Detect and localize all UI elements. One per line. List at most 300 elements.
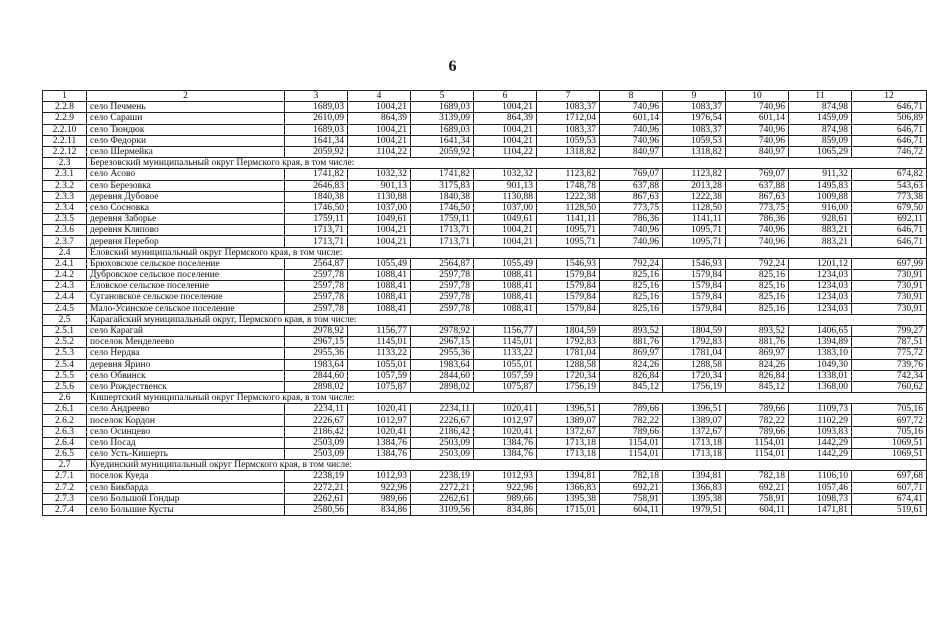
value-cell-col-7: 1720,34 (537, 370, 600, 381)
value-cell-col-4: 1004,21 (348, 225, 411, 236)
value-cell-col-6: 901,13 (474, 180, 537, 191)
value-cell-col-3: 2186,42 (285, 426, 348, 437)
table-row (43, 202, 927, 213)
settlement-name: село Печмень (87, 102, 285, 113)
value-cell-col-10: 740,96 (726, 236, 789, 247)
settlement-name: деревня Перебор (87, 236, 285, 247)
value-cell-col-7: 1395,38 (537, 493, 600, 504)
settlement-name: поселок Куеда (87, 471, 285, 482)
row-code: 2.2.11 (43, 135, 87, 146)
value-cell-col-6: 1384,76 (474, 437, 537, 448)
value-cell-col-12: 773,38 (852, 191, 927, 202)
group-code: 2.5 (43, 314, 87, 325)
column-header-6: 6 (474, 91, 537, 102)
value-cell-col-9: 1222,38 (663, 191, 726, 202)
value-cell-col-3: 2059,92 (285, 146, 348, 157)
row-code: 2.3.3 (43, 191, 87, 202)
settlement-name: село Березовка (87, 180, 285, 191)
value-cell-col-8: 1154,01 (600, 437, 663, 448)
value-cell-col-6: 1384,76 (474, 449, 537, 460)
value-cell-col-4: 1004,21 (348, 236, 411, 247)
value-cell-col-4: 864,39 (348, 113, 411, 124)
value-cell-col-7: 1579,84 (537, 270, 600, 281)
value-cell-col-5: 1840,38 (411, 191, 474, 202)
value-cell-col-3: 2597,78 (285, 303, 348, 314)
value-cell-col-12: 519,61 (852, 504, 927, 515)
value-cell-col-11: 1495,83 (789, 180, 852, 191)
value-cell-col-8: 792,24 (600, 258, 663, 269)
value-cell-col-10: 1154,01 (726, 437, 789, 448)
value-cell-col-6: 1004,21 (474, 124, 537, 135)
value-cell-col-7: 1713,18 (537, 449, 600, 460)
value-cell-col-9: 1713,18 (663, 449, 726, 460)
value-cell-col-4: 1130,88 (348, 191, 411, 202)
value-cell-col-12: 739,76 (852, 359, 927, 370)
value-cell-col-9: 2013,28 (663, 180, 726, 191)
group-title: Березовский муниципальный округ Пермского края, в том числе: (87, 158, 927, 169)
value-cell-col-11: 1201,12 (789, 258, 852, 269)
row-code: 2.7.2 (43, 482, 87, 493)
value-cell-col-6: 1104,22 (474, 146, 537, 157)
settlement-name: село Усть-Кишерть (87, 449, 285, 460)
value-cell-col-11: 1009,88 (789, 191, 852, 202)
row-code: 2.3.7 (43, 236, 87, 247)
group-row (43, 158, 927, 169)
value-cell-col-12: 674,82 (852, 169, 927, 180)
value-cell-col-8: 824,26 (600, 359, 663, 370)
value-cell-col-7: 1095,71 (537, 225, 600, 236)
value-cell-col-4: 1012,93 (348, 471, 411, 482)
value-cell-col-6: 1057,59 (474, 370, 537, 381)
value-cell-col-6: 864,39 (474, 113, 537, 124)
value-cell-col-10: 867,63 (726, 191, 789, 202)
value-cell-col-8: 740,96 (600, 236, 663, 247)
row-code: 2.5.3 (43, 348, 87, 359)
table-row (43, 471, 927, 482)
value-cell-col-11: 1394,89 (789, 337, 852, 348)
value-cell-col-4: 1049,61 (348, 214, 411, 225)
table-row (43, 437, 927, 448)
table-row (43, 113, 927, 124)
value-cell-col-8: 789,66 (600, 426, 663, 437)
value-cell-col-11: 1057,46 (789, 482, 852, 493)
page-number: 6 (448, 58, 457, 75)
value-cell-col-7: 1394,81 (537, 471, 600, 482)
value-cell-col-5: 1983,64 (411, 359, 474, 370)
value-cell-col-4: 1037,00 (348, 202, 411, 213)
value-cell-col-11: 1234,03 (789, 292, 852, 303)
value-cell-col-12: 646,71 (852, 135, 927, 146)
value-cell-col-12: 760,62 (852, 381, 927, 392)
value-cell-col-4: 1032,32 (348, 169, 411, 180)
value-cell-col-12: 697,72 (852, 415, 927, 426)
table-row (43, 381, 927, 392)
value-cell-col-6: 1004,21 (474, 236, 537, 247)
row-code: 2.3.6 (43, 225, 87, 236)
value-cell-col-6: 1012,97 (474, 415, 537, 426)
value-cell-col-5: 2503,09 (411, 449, 474, 460)
value-cell-col-10: 825,16 (726, 292, 789, 303)
value-cell-col-7: 1059,53 (537, 135, 600, 146)
value-cell-col-5: 2597,78 (411, 303, 474, 314)
value-cell-col-11: 1049,30 (789, 359, 852, 370)
value-cell-col-7: 1781,04 (537, 348, 600, 359)
value-cell-col-6: 1088,41 (474, 281, 537, 292)
table-row (43, 370, 927, 381)
value-cell-col-4: 1384,76 (348, 437, 411, 448)
value-cell-col-10: 601,14 (726, 113, 789, 124)
settlement-name: поселок Кордон (87, 415, 285, 426)
value-cell-col-7: 1128,50 (537, 202, 600, 213)
row-code: 2.7.4 (43, 504, 87, 515)
settlement-name: деревня Кляпово (87, 225, 285, 236)
value-cell-col-4: 1020,41 (348, 404, 411, 415)
value-cell-col-4: 1104,22 (348, 146, 411, 157)
value-cell-col-5: 1641,34 (411, 135, 474, 146)
value-cell-col-6: 1037,00 (474, 202, 537, 213)
value-cell-col-11: 911,32 (789, 169, 852, 180)
value-cell-col-5: 1713,71 (411, 236, 474, 247)
table-row (43, 169, 927, 180)
value-cell-col-12: 646,71 (852, 236, 927, 247)
value-cell-col-10: 782,18 (726, 471, 789, 482)
value-cell-col-3: 2503,09 (285, 437, 348, 448)
value-cell-col-8: 881,76 (600, 337, 663, 348)
value-cell-col-11: 1442,29 (789, 437, 852, 448)
value-cell-col-4: 834,86 (348, 504, 411, 515)
column-header-9: 9 (663, 91, 726, 102)
value-cell-col-12: 730,91 (852, 281, 927, 292)
value-cell-col-12: 1069,51 (852, 449, 927, 460)
value-cell-col-6: 1020,41 (474, 426, 537, 437)
row-code: 2.5.2 (43, 337, 87, 348)
value-cell-col-12: 697,68 (852, 471, 927, 482)
table-row (43, 258, 927, 269)
value-cell-col-10: 869,97 (726, 348, 789, 359)
value-cell-col-3: 2272,21 (285, 482, 348, 493)
value-cell-col-11: 1102,29 (789, 415, 852, 426)
row-code: 2.3.4 (43, 202, 87, 213)
value-cell-col-8: 789,66 (600, 404, 663, 415)
column-header-7: 7 (537, 91, 600, 102)
value-cell-col-3: 1713,71 (285, 236, 348, 247)
value-cell-col-10: 786,36 (726, 214, 789, 225)
value-cell-col-9: 1123,82 (663, 169, 726, 180)
value-cell-col-4: 1156,77 (348, 325, 411, 336)
value-cell-col-3: 1713,71 (285, 225, 348, 236)
value-cell-col-11: 1093,83 (789, 426, 852, 437)
settlement-name: деревня Заборье (87, 214, 285, 225)
value-cell-col-5: 1746,50 (411, 202, 474, 213)
value-cell-col-4: 1020,41 (348, 426, 411, 437)
table-row (43, 493, 927, 504)
value-cell-col-6: 989,66 (474, 493, 537, 504)
value-cell-col-5: 2597,78 (411, 270, 474, 281)
value-cell-col-10: 789,66 (726, 404, 789, 415)
row-code: 2.5.6 (43, 381, 87, 392)
value-cell-col-7: 1712,04 (537, 113, 600, 124)
value-cell-col-4: 1133,22 (348, 348, 411, 359)
value-cell-col-11: 1406,65 (789, 325, 852, 336)
row-code: 2.6.4 (43, 437, 87, 448)
table-row (43, 270, 927, 281)
value-cell-col-7: 1222,38 (537, 191, 600, 202)
value-cell-col-8: 740,96 (600, 225, 663, 236)
value-cell-col-11: 883,21 (789, 236, 852, 247)
value-cell-col-10: 782,22 (726, 415, 789, 426)
value-cell-col-7: 1713,18 (537, 437, 600, 448)
value-cell-col-9: 1389,07 (663, 415, 726, 426)
row-code: 2.7.3 (43, 493, 87, 504)
group-row (43, 314, 927, 325)
value-cell-col-12: 692,11 (852, 214, 927, 225)
value-cell-col-12: 1069,51 (852, 437, 927, 448)
value-cell-col-3: 2580,56 (285, 504, 348, 515)
row-code: 2.7.1 (43, 471, 87, 482)
value-cell-col-3: 2226,67 (285, 415, 348, 426)
table-row (43, 504, 927, 515)
settlement-name: Мало-Усинское сельское поселение (87, 303, 285, 314)
value-cell-col-6: 1088,41 (474, 303, 537, 314)
table-row (43, 415, 927, 426)
value-cell-col-7: 1579,84 (537, 303, 600, 314)
value-cell-col-3: 2564,87 (285, 258, 348, 269)
value-cell-col-11: 1234,03 (789, 270, 852, 281)
value-cell-col-9: 1128,50 (663, 202, 726, 213)
value-cell-col-11: 1338,01 (789, 370, 852, 381)
value-cell-col-8: 786,36 (600, 214, 663, 225)
header-row (43, 91, 927, 102)
value-cell-col-5: 2978,92 (411, 325, 474, 336)
value-cell-col-8: 604,11 (600, 504, 663, 515)
group-title: Еловский муниципальный округ Пермского края, в том числе: (87, 247, 927, 258)
value-cell-col-4: 989,66 (348, 493, 411, 504)
table-row (43, 404, 927, 415)
value-cell-col-5: 2186,42 (411, 426, 474, 437)
column-header-4: 4 (348, 91, 411, 102)
column-header-10: 10 (726, 91, 789, 102)
row-code: 2.4.1 (43, 258, 87, 269)
table-row (43, 281, 927, 292)
value-cell-col-5: 1713,71 (411, 225, 474, 236)
value-cell-col-7: 1396,51 (537, 404, 600, 415)
value-cell-col-8: 1154,01 (600, 449, 663, 460)
settlement-name: деревня Ярино (87, 359, 285, 370)
value-cell-col-3: 2597,78 (285, 270, 348, 281)
value-cell-col-9: 1395,38 (663, 493, 726, 504)
value-cell-col-3: 1746,50 (285, 202, 348, 213)
value-cell-col-5: 2597,78 (411, 292, 474, 303)
table-row (43, 225, 927, 236)
value-cell-col-11: 1234,03 (789, 281, 852, 292)
value-cell-col-12: 775,72 (852, 348, 927, 359)
value-cell-col-7: 1756,19 (537, 381, 600, 392)
settlement-name: село Сараши (87, 113, 285, 124)
value-cell-col-10: 740,96 (726, 102, 789, 113)
value-cell-col-7: 1083,37 (537, 102, 600, 113)
value-cell-col-9: 1372,67 (663, 426, 726, 437)
value-cell-col-4: 1004,21 (348, 135, 411, 146)
value-cell-col-3: 2978,92 (285, 325, 348, 336)
value-cell-col-6: 1088,41 (474, 292, 537, 303)
column-header-8: 8 (600, 91, 663, 102)
settlement-name: село Федорки (87, 135, 285, 146)
value-cell-col-8: 825,16 (600, 270, 663, 281)
settlement-name: село Тюндюк (87, 124, 285, 135)
settlement-name: село Нердва (87, 348, 285, 359)
value-cell-col-7: 1546,93 (537, 258, 600, 269)
value-cell-col-9: 1366,83 (663, 482, 726, 493)
value-cell-col-6: 1055,01 (474, 359, 537, 370)
value-cell-col-10: 637,88 (726, 180, 789, 191)
value-cell-col-12: 543,63 (852, 180, 927, 191)
value-cell-col-8: 825,16 (600, 303, 663, 314)
value-cell-col-5: 1741,82 (411, 169, 474, 180)
value-cell-col-9: 1792,83 (663, 337, 726, 348)
value-cell-col-8: 740,96 (600, 135, 663, 146)
value-cell-col-11: 1109,73 (789, 404, 852, 415)
value-cell-col-6: 1133,22 (474, 348, 537, 359)
value-cell-col-10: 792,24 (726, 258, 789, 269)
value-cell-col-5: 3109,56 (411, 504, 474, 515)
value-cell-col-5: 2564,87 (411, 258, 474, 269)
value-cell-col-4: 1075,87 (348, 381, 411, 392)
value-cell-col-7: 1372,67 (537, 426, 600, 437)
group-title: Кишертский муниципальный округ Пермского края, в том числе: (87, 393, 927, 404)
value-cell-col-3: 2262,61 (285, 493, 348, 504)
value-cell-col-12: 607,71 (852, 482, 927, 493)
value-cell-col-7: 1389,07 (537, 415, 600, 426)
value-cell-col-12: 646,71 (852, 102, 927, 113)
value-cell-col-3: 1689,03 (285, 102, 348, 113)
value-cell-col-3: 1741,82 (285, 169, 348, 180)
value-cell-col-3: 1983,64 (285, 359, 348, 370)
value-cell-col-12: 705,16 (852, 404, 927, 415)
value-cell-col-10: 740,96 (726, 225, 789, 236)
row-code: 2.6.3 (43, 426, 87, 437)
column-header-2: 2 (87, 91, 285, 102)
settlement-name: поселок Менделеево (87, 337, 285, 348)
table-header (43, 91, 927, 102)
value-cell-col-8: 825,16 (600, 292, 663, 303)
value-cell-col-10: 881,76 (726, 337, 789, 348)
row-code: 2.3.2 (43, 180, 87, 191)
value-cell-col-4: 1012,97 (348, 415, 411, 426)
value-cell-col-7: 1141,11 (537, 214, 600, 225)
value-cell-col-3: 1840,38 (285, 191, 348, 202)
group-row (43, 393, 927, 404)
value-cell-col-7: 1715,01 (537, 504, 600, 515)
value-cell-col-10: 692,21 (726, 482, 789, 493)
value-cell-col-5: 2262,61 (411, 493, 474, 504)
settlement-name: село Большой Гондыр (87, 493, 285, 504)
value-cell-col-8: 740,96 (600, 102, 663, 113)
value-cell-col-7: 1579,84 (537, 281, 600, 292)
row-code: 2.2.8 (43, 102, 87, 113)
value-cell-col-7: 1318,82 (537, 146, 600, 157)
value-cell-col-9: 1804,59 (663, 325, 726, 336)
value-cell-col-12: 697,99 (852, 258, 927, 269)
value-cell-col-9: 1713,18 (663, 437, 726, 448)
value-cell-col-8: 782,18 (600, 471, 663, 482)
row-code: 2.4.4 (43, 292, 87, 303)
value-cell-col-4: 1004,21 (348, 124, 411, 135)
value-cell-col-5: 3139,09 (411, 113, 474, 124)
value-cell-col-9: 1979,51 (663, 504, 726, 515)
value-cell-col-10: 789,66 (726, 426, 789, 437)
value-cell-col-5: 1759,11 (411, 214, 474, 225)
settlement-name: Еловское сельское поселение (87, 281, 285, 292)
value-cell-col-3: 2967,15 (285, 337, 348, 348)
value-cell-col-3: 1641,34 (285, 135, 348, 146)
value-cell-col-10: 840,97 (726, 146, 789, 157)
value-cell-col-9: 1083,37 (663, 102, 726, 113)
column-header-11: 11 (789, 91, 852, 102)
row-code: 2.6.5 (43, 449, 87, 460)
value-cell-col-9: 1579,84 (663, 303, 726, 314)
value-cell-col-12: 787,51 (852, 337, 927, 348)
value-cell-col-4: 1145,01 (348, 337, 411, 348)
value-cell-col-11: 859,09 (789, 135, 852, 146)
value-cell-col-10: 773,75 (726, 202, 789, 213)
value-cell-col-9: 1781,04 (663, 348, 726, 359)
value-cell-col-6: 1055,49 (474, 258, 537, 269)
value-cell-col-5: 2898,02 (411, 381, 474, 392)
settlement-name: село Осинцево (87, 426, 285, 437)
table-row (43, 135, 927, 146)
value-cell-col-8: 826,84 (600, 370, 663, 381)
value-cell-col-11: 883,21 (789, 225, 852, 236)
value-cell-col-8: 740,96 (600, 124, 663, 135)
value-cell-col-9: 1083,37 (663, 124, 726, 135)
row-code: 2.3.5 (43, 214, 87, 225)
table-row (43, 348, 927, 359)
value-cell-col-5: 2967,15 (411, 337, 474, 348)
settlement-name: село Асово (87, 169, 285, 180)
value-cell-col-12: 730,91 (852, 303, 927, 314)
value-cell-col-8: 845,12 (600, 381, 663, 392)
settlement-name: село Сосновка (87, 202, 285, 213)
column-header-5: 5 (411, 91, 474, 102)
row-code: 2.3.1 (43, 169, 87, 180)
table-body (43, 102, 927, 516)
value-cell-col-6: 1004,21 (474, 135, 537, 146)
table-row (43, 236, 927, 247)
table-row (43, 337, 927, 348)
group-title: Карагайский муниципальный округ, Пермского края, в том числе: (87, 314, 927, 325)
value-cell-col-10: 740,96 (726, 124, 789, 135)
row-code: 2.5.4 (43, 359, 87, 370)
value-cell-col-11: 1383,10 (789, 348, 852, 359)
value-cell-col-6: 1088,41 (474, 270, 537, 281)
row-code: 2.2.12 (43, 146, 87, 157)
column-header-3: 3 (285, 91, 348, 102)
value-cell-col-9: 1318,82 (663, 146, 726, 157)
settlement-name: село Обвинск (87, 370, 285, 381)
table-row (43, 146, 927, 157)
value-cell-col-8: 637,88 (600, 180, 663, 191)
value-cell-col-10: 758,91 (726, 493, 789, 504)
value-cell-col-6: 1130,88 (474, 191, 537, 202)
value-cell-col-8: 840,97 (600, 146, 663, 157)
value-cell-col-8: 825,16 (600, 281, 663, 292)
table-row (43, 180, 927, 191)
value-cell-col-3: 2597,78 (285, 292, 348, 303)
value-cell-col-9: 1095,71 (663, 225, 726, 236)
value-cell-col-12: 799,27 (852, 325, 927, 336)
value-cell-col-5: 1689,03 (411, 102, 474, 113)
value-cell-col-3: 2234,11 (285, 404, 348, 415)
